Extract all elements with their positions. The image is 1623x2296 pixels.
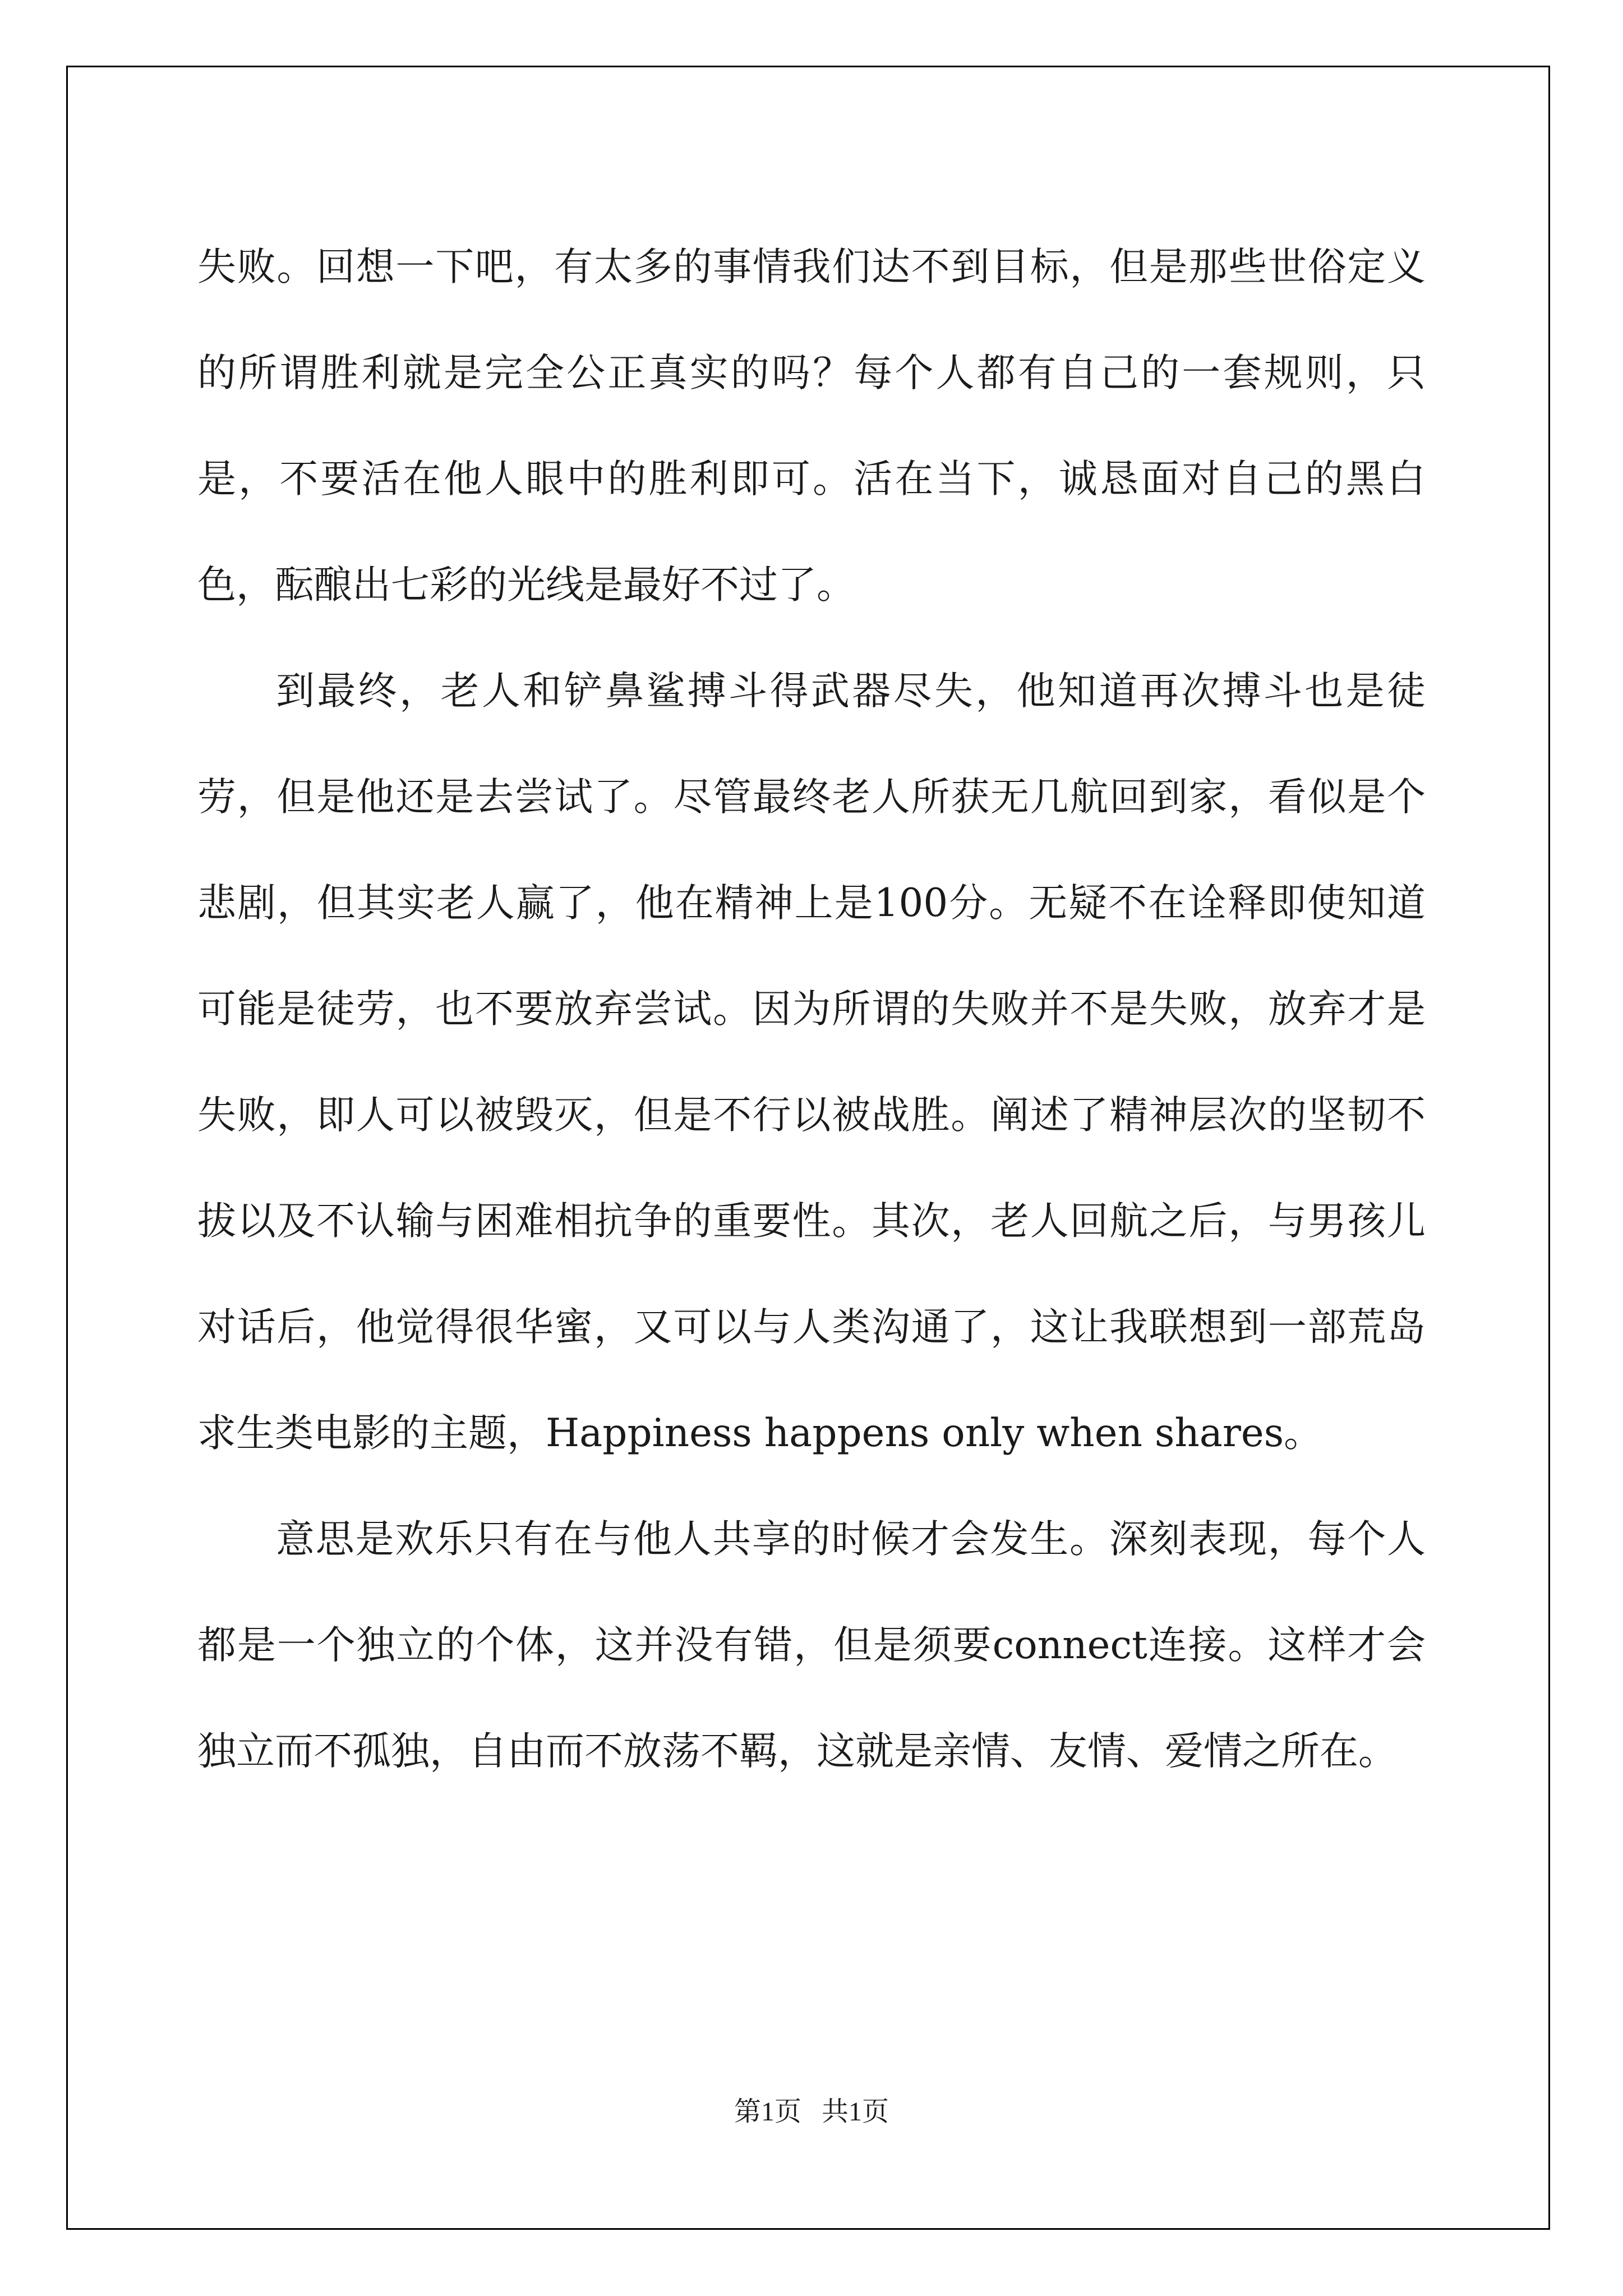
paragraph-3: 意思是欢乐只有在与他人共享的时候才会发生。深刻表现，每个人都是一个独立的个体，这并没有错，但是须要connect连接。这样才会独立而不孤独，自由而不放荡不羁，这就是亲情、友情、爱情之所在。 bbox=[197, 1517, 1426, 1774]
paragraph-1: 失败。回想一下吧，有太多的事情我们达不到目标，但是那些世俗定义的所谓胜利就是完全公正真实的吗？每个人都有自己的一套规则，只是，不要活在他人眼中的胜利即可。活在当下，诚恳面对自己的黑白色，酝酿出七彩的光线是最好不过了。 bbox=[197, 245, 1426, 608]
paragraph-2: 到最终，老人和铲鼻鲨搏斗得武器尽失，他知道再次搏斗也是徒劳，但是他还是去尝试了。尽管最终老人所获无几航回到家，看似是个悲剧，但其实老人赢了，他在精神上是100分。无疑不在诠释即使知道可能是徒劳，也不要放弃尝试。因为所谓的失败并不是失败，放弃才是失败，即人可以被毁灭，但是不行以被战胜。阐述了精神层次的坚韧不拔以及不认输与困难相抗争的重要性。其次，老人回航之后，与男孩儿对话后，他觉得很华蜜，又可以与人类沟通了，这让我联想到一部荒岛求生类电影的主题，Happiness happens only when shares。 bbox=[197, 669, 1426, 1456]
document-body bbox=[197, 214, 1426, 1805]
page-footer: 第1页 共1页 bbox=[734, 2097, 889, 2127]
